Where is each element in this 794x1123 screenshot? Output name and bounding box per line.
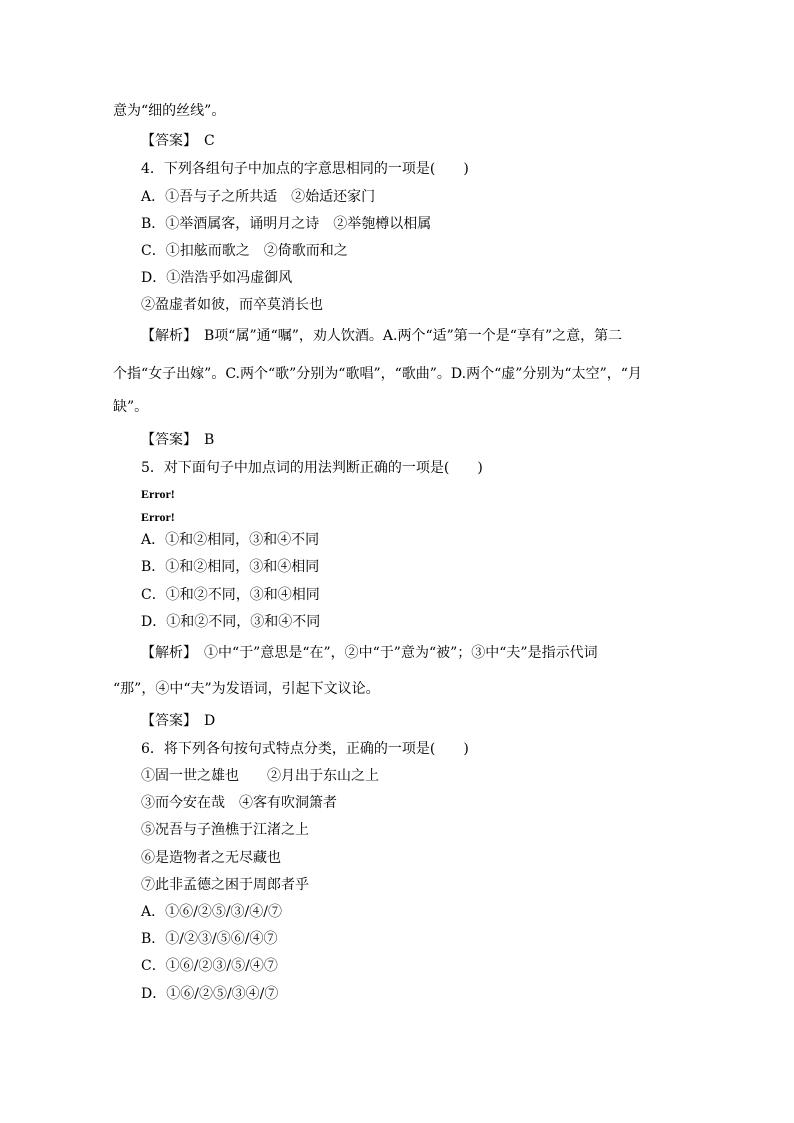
sentence-item: ⑥是造物者之无尽藏也 [141, 850, 281, 866]
question-6: 6．将下列各句按句式特点分类，正确的一项是( ) [141, 741, 469, 757]
analysis-line: 缺”。 [113, 399, 149, 415]
option-c: C．①和②不同，③和④相同 [141, 587, 320, 603]
question-5: 5．对下面句子中加点词的用法判断正确的一项是( ) [141, 460, 483, 476]
question-4: 4．下列各组句子中加点的字意思相同的一项是( ) [141, 161, 469, 177]
sentence-item: ⑤况吾与子渔樵于江渚之上 [141, 822, 309, 838]
option-b: B．①和②相同，③和④相同 [141, 559, 320, 575]
option-d: D．①和②不同，③和④不同 [141, 614, 321, 630]
analysis-line: 个指“女子出嫁”。C.两个“歌”分别为“歌唱”，“歌曲”。D.两个“虚”分别为“太空”，“月 [113, 366, 642, 382]
option-c: C．①⑥/②③/⑤/④⑦ [141, 958, 278, 974]
sentence-item: ③而今安在哉 ④客有吹洞箫者 [141, 795, 337, 811]
text-line: 意为“细的丝线”。 [113, 103, 226, 119]
option-d: D．①浩浩乎如冯虚御风 [141, 270, 293, 286]
analysis-line: 【解析】 ①中“于”意思是“在”，②中“于”意为“被”；③中“夫”是指示代词 [141, 645, 598, 661]
answer-line: 【答案】 D [141, 713, 216, 729]
answer-line: 【答案】 C [141, 133, 215, 149]
sentence-item: ①固一世之雄也 ②月出于东山之上 [141, 768, 379, 784]
option-a: A．①吾与子之所共适 ②始适还家门 [141, 189, 376, 205]
option-a: A．①和②相同，③和④不同 [141, 532, 320, 548]
answer-line: 【答案】 B [141, 432, 215, 448]
option-d: D．①⑥/②⑤/③④/⑦ [141, 986, 279, 1002]
error-text: Error! [141, 487, 175, 501]
option-c: C．①扣舷而歌之 ②倚歌而和之 [141, 243, 348, 259]
analysis-line: “那”，④中“夫”为发语词，引起下文议论。 [113, 681, 380, 697]
option-a: A．①⑥/②⑤/③/④/⑦ [141, 904, 282, 920]
analysis-line: 【解析】 B项“属”通“嘱”，劝人饮酒。A.两个“适”第一个是“享有”之意，第二 [141, 328, 623, 344]
error-text: Error! [141, 510, 175, 524]
option-b: B．①/②③/⑤⑥/④⑦ [141, 931, 278, 947]
option-b: B．①举酒属客，诵明月之诗 ②举匏樽以相属 [141, 216, 432, 232]
option-d-cont: ②盈虚者如彼，而卒莫消长也 [141, 297, 323, 313]
sentence-item: ⑦此非孟德之困于周郎者乎 [141, 877, 309, 893]
